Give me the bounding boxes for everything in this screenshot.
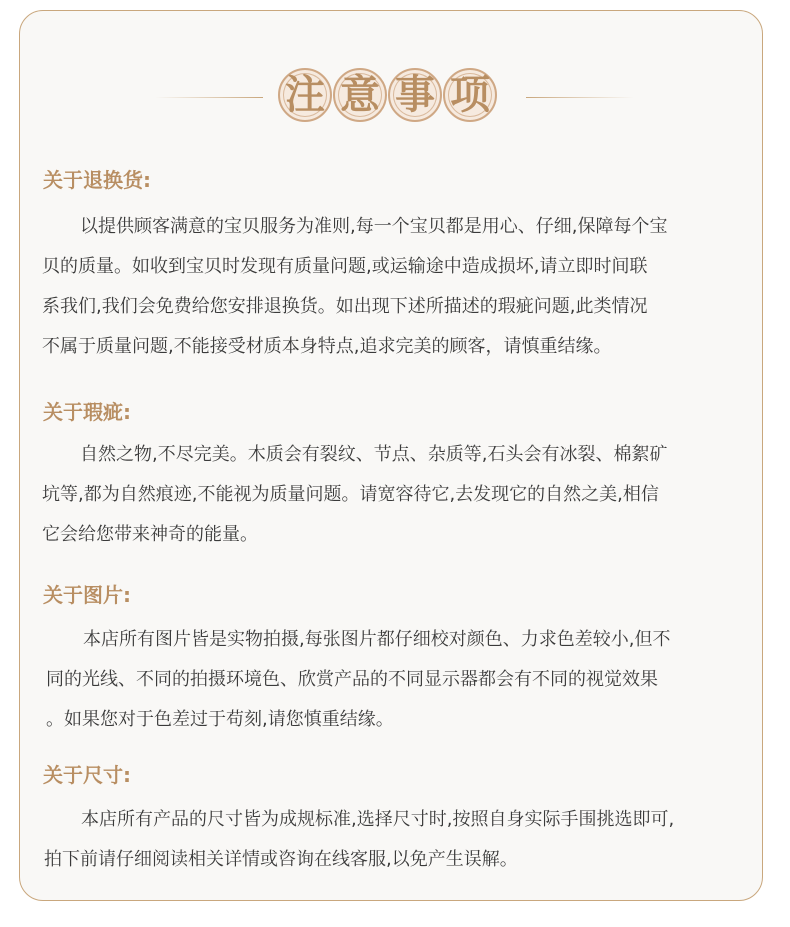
title-divider-left: [155, 97, 263, 98]
section-heading-flaws: 关于瑕疵:: [43, 400, 131, 424]
section-heading-pictures: 关于图片:: [43, 583, 131, 607]
returns-line-3: 系我们,我们会免费给您安排退换货。如出现下述所描述的瑕疵问题,此类情况: [42, 296, 648, 317]
sizes-line-2: 拍下前请仔细阅读相关详情或咨询在线客服,以免产生误解。: [44, 849, 518, 870]
title-char-1: 注: [278, 68, 332, 122]
returns-line-1: 以提供顾客满意的宝贝服务为准则,每一个宝贝都是用心、仔细,保障每个宝: [80, 216, 668, 237]
title-divider-right: [526, 97, 634, 98]
flaws-line-1: 自然之物,不尽完美。木质会有裂纹、节点、杂质等,石头会有冰裂、棉絮矿: [80, 444, 668, 465]
notice-card: [19, 10, 763, 901]
section-heading-sizes: 关于尺寸:: [43, 763, 131, 787]
title-char-4: 项: [443, 68, 497, 122]
title-char-3: 事: [388, 68, 442, 122]
pictures-line-3: 。如果您对于色差过于苟刻,请您慎重结缘。: [46, 709, 394, 730]
sizes-line-1: 本店所有产品的尺寸皆为成规标准,选择尺寸时,按照自身实际手围挑选即可,: [81, 809, 675, 830]
returns-line-4: 不属于质量问题,不能接受材质本身特点,追求完美的顾客，请慎重结缘。: [42, 336, 612, 357]
flaws-line-2: 坑等,都为自然痕迹,不能视为质量问题。请宽容待它,去发现它的自然之美,相信: [42, 484, 659, 505]
pictures-line-2: 同的光线、不同的拍摄环境色、欣赏产品的不同显示器都会有不同的视觉效果: [46, 669, 658, 690]
flaws-line-3: 它会给您带来神奇的能量。: [42, 524, 258, 545]
title-char-2: 意: [333, 68, 387, 122]
page-title: [20, 68, 764, 128]
pictures-line-1: 本店所有图片皆是实物拍摄,每张图片都仔细校对颜色、力求色差较小,但不: [83, 629, 671, 650]
section-heading-returns: 关于退换货:: [43, 168, 151, 192]
returns-line-2: 贝的质量。如收到宝贝时发现有质量问题,或运输途中造成损坏,请立即时间联: [42, 256, 648, 277]
